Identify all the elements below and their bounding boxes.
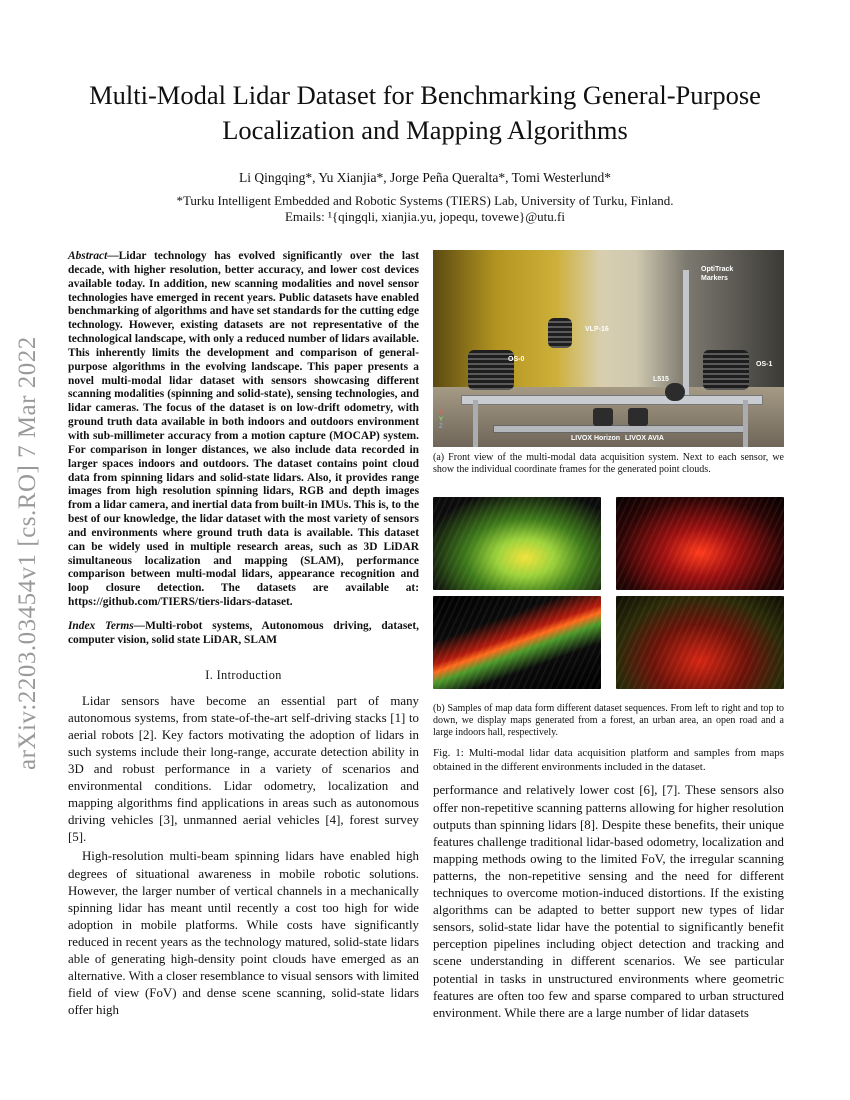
axis-z: Z (439, 424, 443, 430)
label-os1: OS-1 (756, 361, 773, 368)
abstract-lead: Abstract (68, 250, 108, 262)
label-livox-horizon: LIVOX Horizon (571, 435, 620, 442)
optitrack-mast (683, 270, 689, 400)
axes-legend (439, 410, 443, 431)
arxiv-stamp: arXiv:2203.03454v1 [cs.RO] 7 Mar 2022 (14, 336, 41, 770)
left-column (68, 250, 419, 1019)
axis-y: Y (439, 417, 444, 423)
platform-lower-frame (493, 425, 745, 433)
intro-paragraph-1: Lidar sensors have become an essential part of many autonomous systems, from state-of-the-art self-driving stacks [1] to aerial robots [2]. Key factors motivating the adoption of lidars in such systems include their long-range, accurate detection ability in 3D and robust performance in a variety of scenarios and environmental conditions. Lidar odometry, localization and mapping algorithms find applications in areas such as autonomous driving vehicles [3], unmanned aerial vehicles [4], forest survey [5]. (68, 693, 419, 845)
axis-x: X (439, 410, 444, 416)
abstract-text: —Lidar technology has evolved significantly over the last decade, with higher resolution, better accuracy, and lower cost devices available today. In addition, new scanning modalities and novel sensor technologies have emerged in recent years. Public datasets have enabled benchmarking of algorithms and have set standards for the cutting edge technology. However, existing datasets are not representative of the technological landscape, with only a reduced number of lidars available. This inherently limits the development and comparison of general-purpose algorithms in the evolving landscape. This paper presents a novel multi-modal lidar dataset with sensors showcasing different scanning modalities (spinning and solid-state), sensing technologies, and lidar cameras. The focus of the dataset is on low-drift odometry, with ground truth data available in both indoors and outdoors environment with sub-millimeter accuracy from a motion capture (MOCAP) system. For comparison in longer distances, we also include data recorded in larger spaces indoors and outdoors. The dataset contains point cloud data from spinning lidars and solid-state lidars. Also, it provides range images from high resolution spinning lidars, RGB and depth images from a lidar camera, and inertial data from built-in IMUs. This is, to the best of our knowledge, the lidar dataset with the most variety of sensors and environments where ground truth data is available. This dataset can be widely used in multiple research areas, such as 3D LiDAR simultaneous localization and mapping (SLAM), performance comparison between multi-modal lidars, appearance recognition and loop closure detection. The datasets are available at: https://github.com/TIERS/tiers-lidars-dataset. (68, 250, 420, 609)
affiliation: *Turku Intelligent Embedded and Robotic Systems (TIERS) Lab, University of Turku, Finland. (176, 193, 674, 208)
abstract (68, 250, 419, 610)
label-livox-avia: LIVOX AVIA (625, 435, 664, 442)
vlp16-sensor-icon (548, 318, 572, 348)
forest-map-image (433, 497, 601, 590)
platform-photo (433, 250, 784, 447)
author-list: Li Qingqing*, Yu Xianjia*, Jorge Peña Queralta*, Tomi Westerlund* (238, 170, 612, 185)
paper-title: Multi-Modal Lidar Dataset for Benchmarking General-Purpose Localization and Mapping Algorithms (89, 80, 761, 145)
label-os0: OS-0 (508, 356, 525, 363)
section-heading-introduction: I. Introduction (205, 667, 282, 682)
affiliation-block (40, 193, 810, 225)
index-terms-text: —Multi-robot systems, Autonomous driving, dataset, computer vision, solid state LiDAR, SLAM (68, 619, 419, 646)
l515-camera-icon (665, 383, 685, 401)
livox-horizon-icon (593, 408, 613, 426)
label-vlp16: VLP-16 (585, 326, 609, 333)
map-grid (433, 497, 784, 689)
platform-leg (473, 400, 478, 447)
intro-paragraph-2: High-resolution multi-beam spinning lidars have enabled high degrees of situational awareness in mobile robotic solutions. However, the larger number of vertical channels in a mechanically spinning lidar has meant until recently a cost too high for wide adoption in mobile platforms. While costs have significantly reduced in recent years as the technology matured, solid-state lidars able of generating high-density point clouds have emerged as an alternative. With a closer resemblance to visual sensors with limited field of view (FoV) and dense scene scanning, solid-state lidars offer high (68, 849, 419, 1018)
livox-avia-icon (628, 408, 648, 426)
indoor-hall-map-image (616, 596, 784, 689)
figure-a-caption: (a) Front view of the multi-modal data acquisition system. Next to each sensor, we show the individual coordinate frames for the generated point clouds. (433, 452, 784, 476)
label-l515: L515 (653, 376, 669, 383)
right-column (433, 250, 784, 1022)
figure-b-caption: (b) Samples of map data form different dataset sequences. From left to right and top to down, we display maps generated from a forest, an urban area, an open road and a large indoors hall, respectively. (433, 702, 784, 739)
label-optitrack: OptiTrack (701, 266, 734, 273)
open-road-map-image (433, 596, 601, 689)
right-column-paragraph: performance and relatively lower cost [6], [7]. These sensors also offer non-repetitive scanning patterns allowing for higher resolution outputs than spinning lidars [8]. Despite these benefits, their unique features challenge traditional lidar-based odometry, localization and mapping methods owing to the limited FoV, the irregular scanning patterns, the non-repetitive sensing and the need for different techniques to overcome motion-induced distortions. If the existing algorithms can be adapted to better support new types of lidar sensors, solid-state lidar have the potential to significantly benefit perception pipelines including object detection and tracking and scene understanding in different scenarios. We see particular potential in tasks in unstructured environments where geometric features are often too few and sparse compared to urban structured environment. While there are a large number of lidar datasets (433, 783, 784, 1020)
figure-1-caption: Fig. 1: Multi-modal lidar data acquisition platform and samples from maps obtained in the different environments included in the dataset. (433, 747, 784, 773)
platform-leg (743, 400, 748, 447)
os1-sensor-icon (703, 350, 749, 390)
urban-map-image (616, 497, 784, 590)
index-terms-lead: Index Terms (68, 619, 134, 632)
index-terms (68, 620, 419, 648)
label-markers: Markers (701, 275, 728, 282)
platform-frame (461, 395, 763, 405)
emails: Emails: ¹{qingqli, xianjia.yu, jopequ, tovewe}@utu.fi (284, 209, 565, 224)
